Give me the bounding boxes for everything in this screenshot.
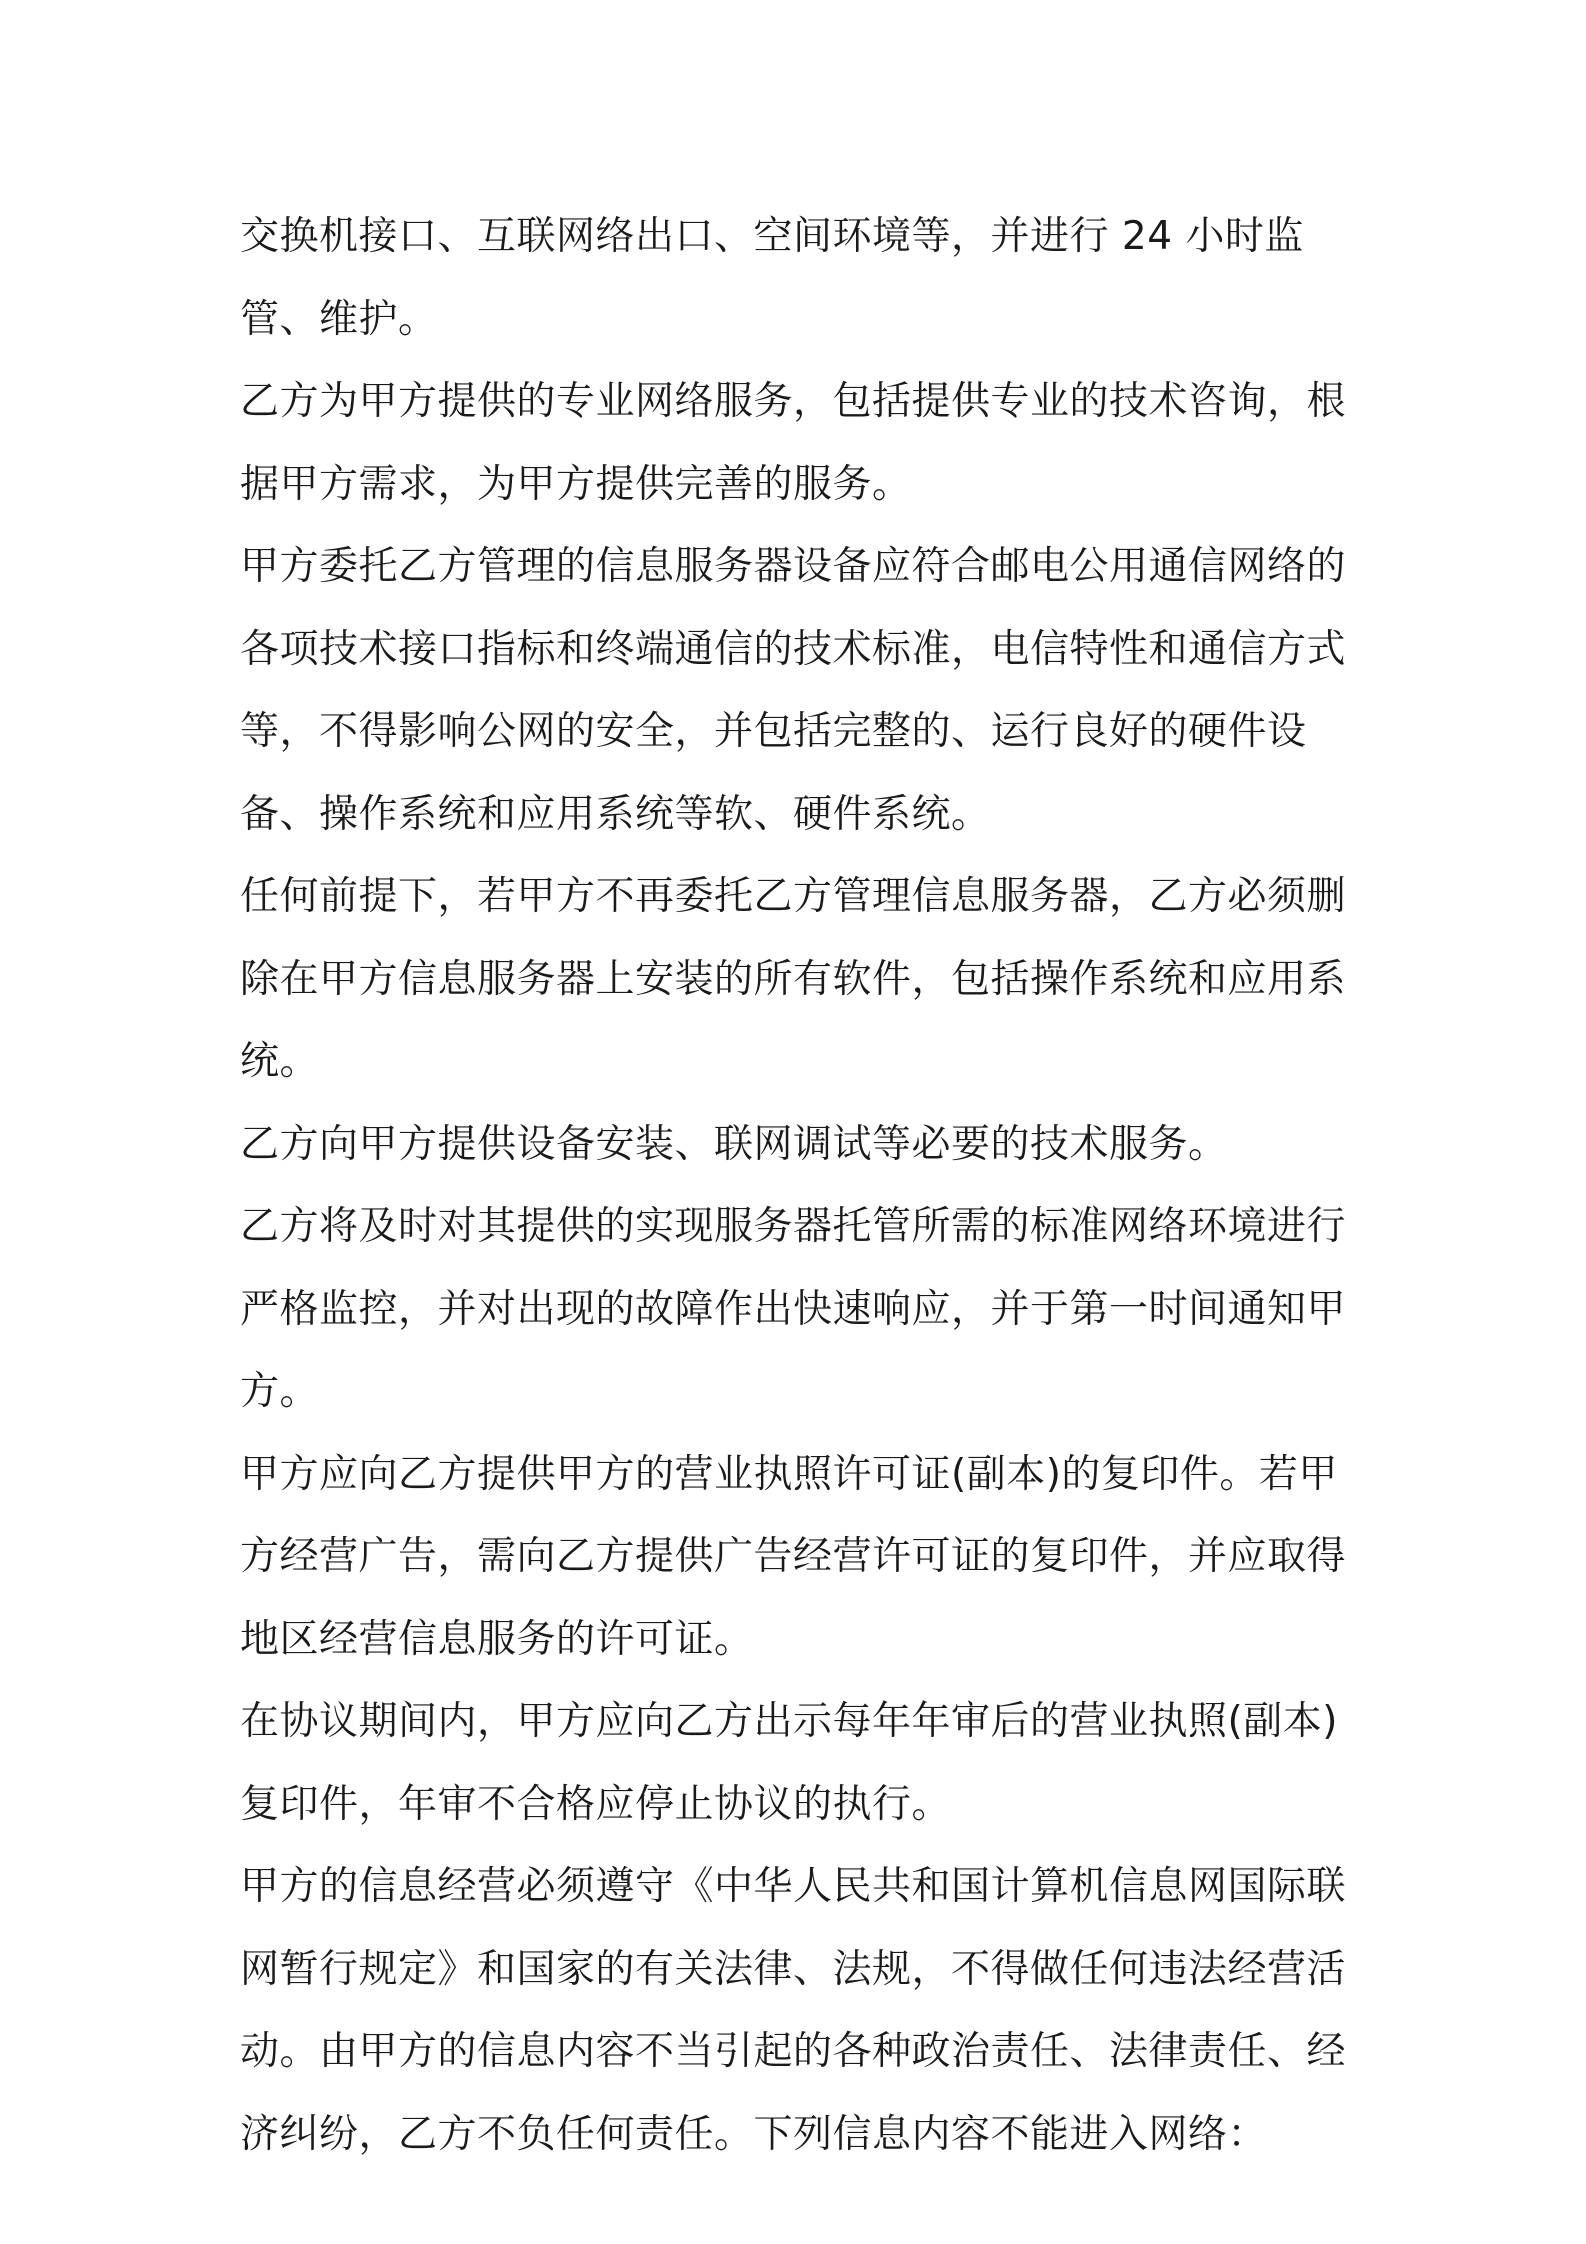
- paragraph-installation-service: 乙方向甲方提供设备安装、联网调试等必要的技术服务。: [240, 1121, 1228, 1167]
- paragraph-software-removal: 任何前提下，若甲方不再委托乙方管理信息服务器，乙方必须删除在甲方信息服务器上安装的所有软件，包括操作系统和应用系统。: [240, 874, 1347, 1084]
- paragraph-monitoring: 乙方将及时对其提供的实现服务器托管所需的标准网络环境进行严格监控，并对出现的故障作出快速响应，并于第一时间通知甲方。: [240, 1204, 1347, 1414]
- paragraph-server-standards: 甲方委托乙方管理的信息服务器设备应符合邮电公用通信网络的各项技术接口指标和终端通信的技术标准，电信特性和通信方式等，不得影响公网的安全，并包括完整的、运行良好的硬件设备、操作系统和应用系统等软、硬件系统。: [240, 544, 1347, 837]
- paragraph-legal-compliance: 甲方的信息经营必须遵守《中华人民共和国计算机信息网国际联网暂行规定》和国家的有关法律、法规，不得做任何违法经营活动。由甲方的信息内容不当引起的各种政治责任、法律责任、经济纠纷，乙方不负任何责任。下列信息内容不能进入网络：: [240, 1864, 1347, 2157]
- paragraph-annual-review: 在协议期间内，甲方应向乙方出示每年年审后的营业执照(副本)复印件，年审不合格应停止协议的执行。: [240, 1699, 1338, 1827]
- paragraph-switch-interface: 交换机接口、互联网络出口、空间环境等，并进行 24 小时监管、维护。: [240, 214, 1304, 342]
- document-body: [240, 196, 1358, 2176]
- paragraph-business-license: 甲方应向乙方提供甲方的营业执照许可证(副本)的复印件。若甲方经营广告，需向乙方提供广告经营许可证的复印件，并应取得地区经营信息服务的许可证。: [240, 1451, 1347, 1662]
- paragraph-network-service: 乙方为甲方提供的专业网络服务，包括提供专业的技术咨询，根据甲方需求，为甲方提供完善的服务。: [240, 379, 1347, 507]
